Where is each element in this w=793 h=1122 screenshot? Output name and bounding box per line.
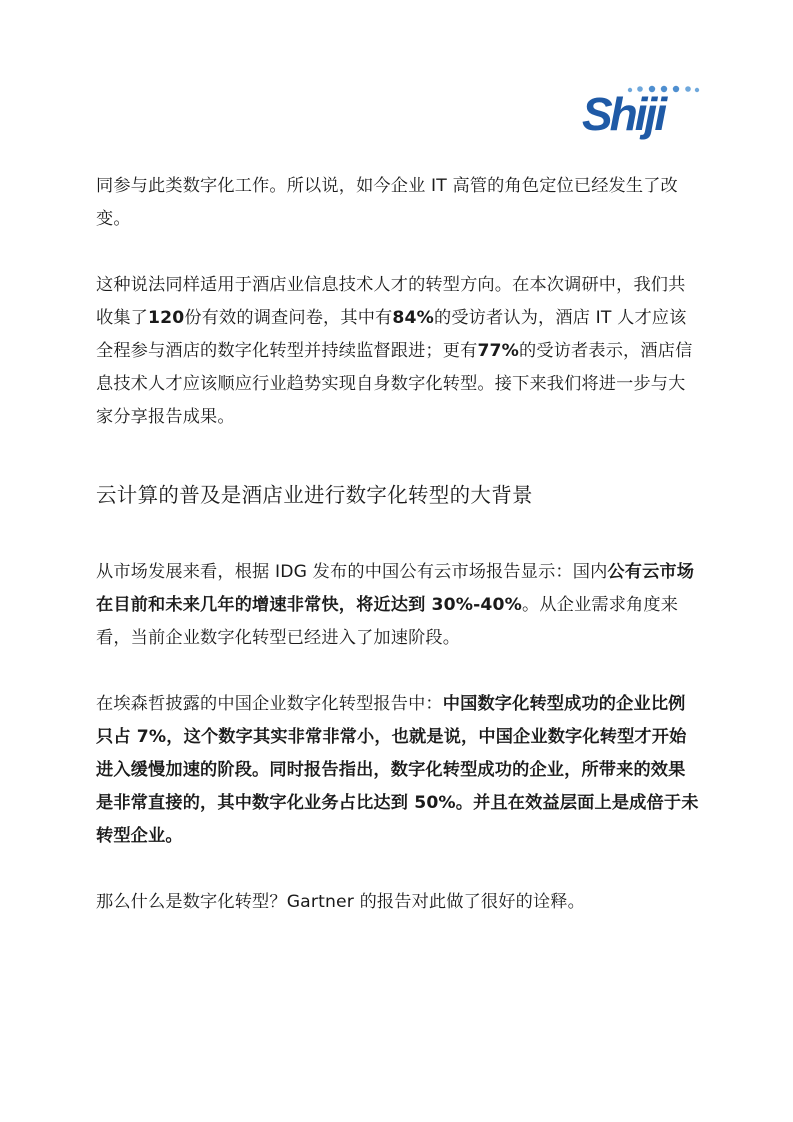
paragraph-2-text-e: 的受访者表示，酒店信息技术人才应该顺应行业趋势实现自身数字化转型。接下来我们将进一步与大家分享报告成果。 [96,341,693,427]
paragraph-2-bold-3: 77% [477,341,520,361]
paragraph-2-bold-1: 120 [148,308,185,328]
paragraph-2-text-d: 的受访者认为，酒店 IT 人才应该全程参与酒店的数字化转型并持续监督跟进；更有 [96,308,687,361]
logo-wordmark: Shiji [582,88,665,140]
paragraph-3-text-c: 。从企业需求角度来看，当前企业数字化转型已经进入了加速阶段。 [96,595,679,648]
paragraph-1 [96,170,702,236]
paragraph-2-text-c: 份有效的调查问卷，其中有 [184,308,393,328]
shiji-logo [582,82,702,162]
paragraph-5-text: 那么什么是数字化转型？Gartner 的报告对此做了很好的诠释。 [96,892,585,912]
paragraph-3-text-a: 从市场发展来看，根据 IDG 发布的中国公有云市场报告显示：国内 [96,562,608,582]
section-heading: 云计算的普及是酒店业进行数字化转型的大背景 [96,483,533,507]
paragraph-4 [96,688,702,853]
paragraph-1-text: 同参与此类数字化工作。所以说，如今企业 IT 高管的角色定位已经发生了改变。 [96,176,678,229]
document-body [96,170,702,919]
paragraph-3 [96,556,702,655]
paragraph-3-bold: 公有云市场在目前和未来几年的增速非常快，将近达到 30%-40% [96,562,695,615]
paragraph-2-text-a: 这种说法同样适用于酒店业信息技术人才的转型方向。在本次调研中，我们共收集了 [96,275,686,328]
paragraph-4-text-a: 在埃森哲披露的中国企业数字化转型报告中： [96,694,443,714]
paragraph-5 [96,886,702,919]
paragraph-2-bold-2: 84% [392,308,434,328]
paragraph-4-bold: 中国数字化转型成功的企业比例只占 7%，这个数字其实非常非常小，也就是说，中国企业数字化转型才开始进入缓慢加速的阶段。同时报告指出，数字化转型成功的企业，所带来的效果是非常直接的，其中数字化业务占比达到 50%。并且在效益层面上是成倍于未转型企业。 [96,694,699,846]
paragraph-2 [96,269,702,434]
